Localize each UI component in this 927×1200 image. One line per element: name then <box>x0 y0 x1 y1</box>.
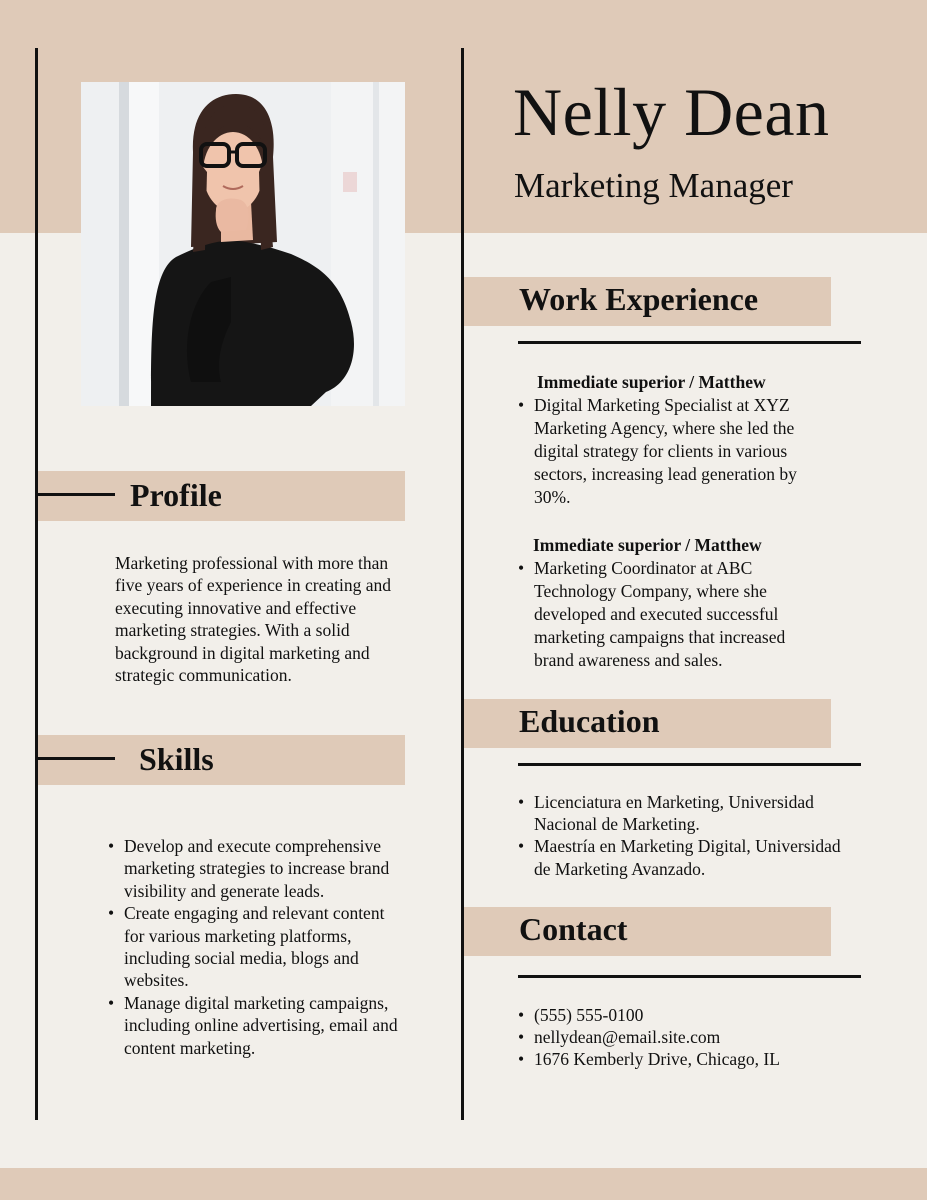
job-description-list <box>518 557 818 672</box>
work-experience-section-header <box>464 277 831 326</box>
job-heading: Immediate superior / Matthew <box>533 535 762 555</box>
center-divider-line <box>461 48 464 1120</box>
education-item: • Maestría en Marketing Digital, Universidad de Marketing Avanzado. <box>518 835 848 879</box>
education-heading: Education <box>519 703 660 739</box>
portrait-photo <box>81 82 405 406</box>
work-experience-heading: Work Experience <box>519 281 759 317</box>
profile-header-tick <box>38 493 115 496</box>
skills-list <box>108 835 408 1059</box>
skills-header-tick <box>38 757 115 760</box>
education-item: • Licenciatura en Marketing, Universidad Nacional de Marketing. <box>518 791 848 835</box>
profile-heading: Profile <box>130 477 222 513</box>
candidate-name: Nelly Dean <box>513 74 830 150</box>
work-experience-rule <box>518 341 861 344</box>
contact-list <box>518 1004 848 1071</box>
contact-rule <box>518 975 861 978</box>
contact-heading: Contact <box>519 911 628 947</box>
education-section-header <box>464 699 831 748</box>
skill-item: • Manage digital marketing campaigns, including online advertising, email and content marketing. <box>108 992 408 1059</box>
job-title: Marketing Manager <box>514 166 793 205</box>
contact-phone: • (555) 555-0100 <box>518 1004 848 1026</box>
profile-summary: Marketing professional with more than five years of experience in creating and executing innovative and effective marketing strategies. With a solid background in digital marketing and strategic communication. <box>115 553 391 686</box>
profile-section-header <box>38 471 405 521</box>
job-description: • Marketing Coordinator at ABC Technology Company, where she developed and executed successful marketing campaigns that increased brand awareness and sales. <box>518 557 818 672</box>
footer-band <box>0 1168 927 1200</box>
contact-section-header <box>464 907 831 956</box>
education-list <box>518 791 848 880</box>
education-rule <box>518 763 861 766</box>
left-timeline-line <box>35 48 38 1120</box>
skills-heading: Skills <box>139 741 214 777</box>
skill-item: • Develop and execute comprehensive marketing strategies to increase brand visibility and generate leads. <box>108 835 408 902</box>
job-heading: Immediate superior / Matthew <box>537 372 766 392</box>
job-description: • Digital Marketing Specialist at XYZ Marketing Agency, where she led the digital strategy for clients in various sectors, increasing lead generation by 30%. <box>518 394 818 509</box>
contact-address: • 1676 Kemberly Drive, Chicago, IL <box>518 1048 848 1070</box>
skill-item: • Create engaging and relevant content for various marketing platforms, including social media, blogs and websites. <box>108 902 408 992</box>
skills-section-header <box>38 735 405 785</box>
contact-email: • nellydean@email.site.com <box>518 1026 848 1048</box>
job-description-list <box>518 394 818 509</box>
